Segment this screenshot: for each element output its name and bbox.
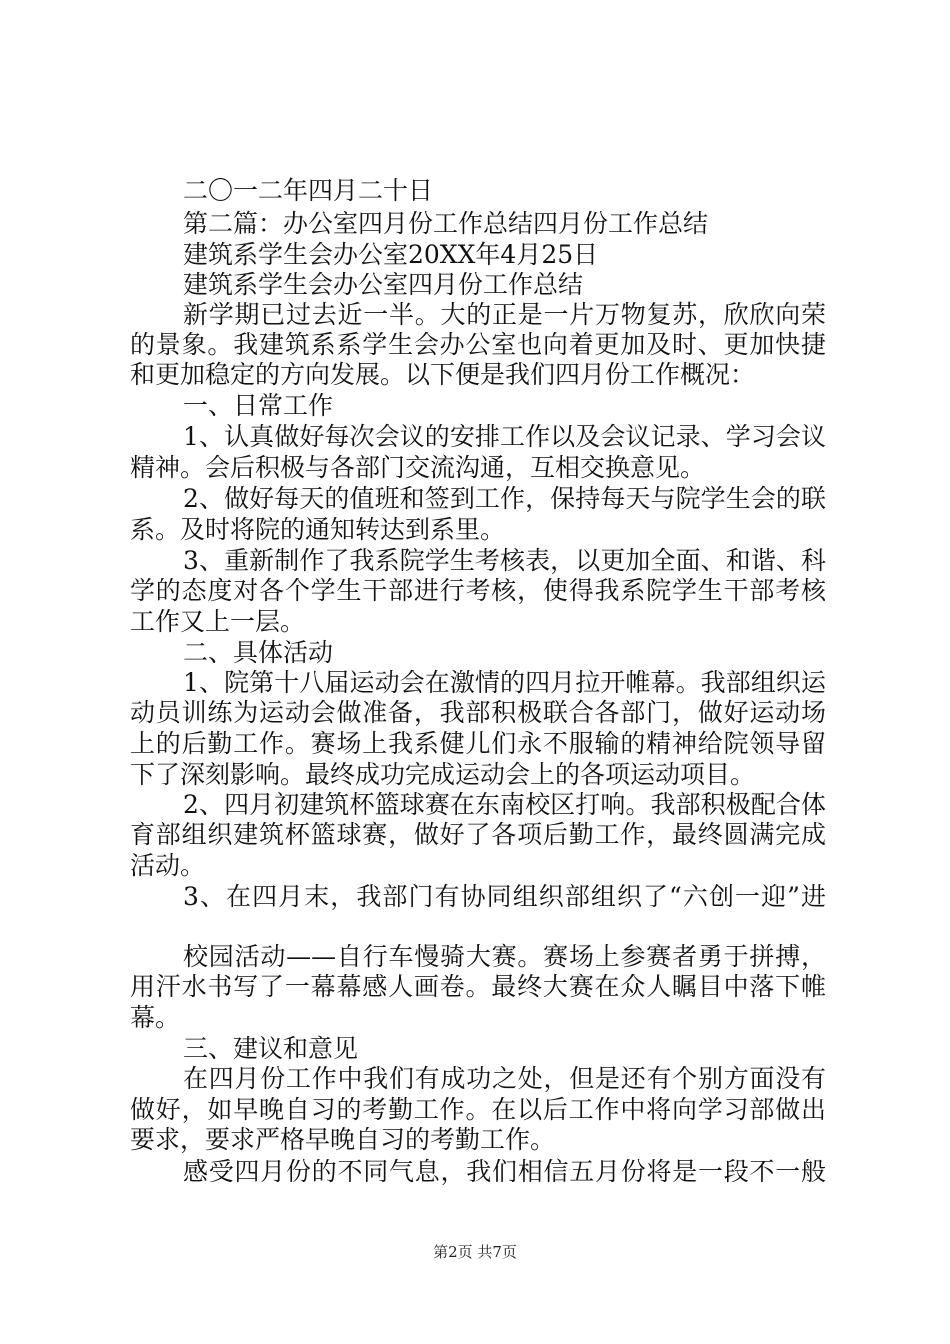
paragraph-line: 3、重新制作了我系院学生考核表，以更加全面、和谐、科 (183, 546, 826, 575)
paragraph-line: 3、在四月末，我部门有协同组织部组织了“六创一迎”进 (183, 882, 826, 911)
paragraph-line: 精神。会后积极与各部门交流沟通，互相交换意见。 (130, 453, 706, 482)
heading-daily-work: 一、日常工作 (183, 391, 334, 420)
org-date-line: 建筑系学生会办公室20XX年4月25日 (183, 240, 599, 269)
paragraph-line: 系。及时将院的通知转达到系里。 (130, 515, 506, 544)
paragraph-line: 活动。 (130, 851, 206, 880)
date-line: 二〇一二年四月二十日 (183, 176, 434, 205)
paragraph-line: 用汗水书写了一幕幕感人画卷。最终大赛在众人瞩目中落下帷 (130, 972, 826, 1001)
paragraph-line: 学的态度对各个学生干部进行考核，使得我系院学生干部考核 (130, 576, 826, 605)
paragraph-line: 新学期已过去近一半。大的正是一片万物复苏，欣欣向荣 (183, 300, 826, 329)
page-number-footer: 第2页 共7页 (433, 1243, 517, 1261)
paragraph-line: 的景象。我建筑系系学生会办公室也向着更加及时、更加快捷 (130, 330, 826, 359)
paragraph-line: 校园活动——自行车慢骑大赛。赛场上参赛者勇于拼搏， (183, 942, 826, 971)
paragraph-line: 2、做好每天的值班和签到工作，保持每天与院学生会的联 (183, 484, 826, 513)
paragraph-line: 要求，要求严格早晚自习的考勤工作。 (130, 1125, 556, 1154)
paragraph-line: 和更加稳定的方向发展。以下便是我们四月份工作概况： (130, 360, 756, 389)
paragraph-line: 1、院第十八届运动会在激情的四月拉开帷幕。我部组织运 (183, 668, 826, 697)
paragraph-line: 幕。 (130, 1003, 181, 1032)
paragraph-line: 下了深刻影响。最终成功完成运动会上的各项运动项目。 (130, 760, 756, 789)
doc-title: 建筑系学生会办公室四月份工作总结 (183, 270, 584, 299)
paragraph-line: 育部组织建筑杯篮球赛，做好了各项后勤工作，最终圆满完成 (130, 820, 826, 849)
heading-suggestions: 三、建议和意见 (183, 1034, 359, 1063)
paragraph-line: 做好，如早晚自习的考勤工作。在以后工作中将向学习部做出 (130, 1095, 826, 1124)
paragraph-line: 在四月份工作中我们有成功之处，但是还有个别方面没有 (183, 1064, 826, 1093)
paragraph-line: 1、认真做好每次会议的安排工作以及会议记录、学习会议 (183, 422, 826, 451)
paragraph-line: 上的后勤工作。赛场上我系健儿们永不服输的精神给院领导留 (130, 729, 826, 758)
heading-activities: 二、具体活动 (183, 638, 334, 667)
section-title: 第二篇：办公室四月份工作总结四月份工作总结 (183, 209, 709, 238)
paragraph-line: 动员训练为运动会做准备，我部积极联合各部门，做好运动场 (130, 698, 826, 727)
paragraph-line: 2、四月初建筑杯篮球赛在东南校区打响。我部积极配合体 (183, 790, 826, 819)
paragraph-line: 感受四月份的不同气息，我们相信五月份将是一段不一般 (183, 1157, 826, 1186)
paragraph-line: 工作又上一层。 (130, 607, 306, 636)
